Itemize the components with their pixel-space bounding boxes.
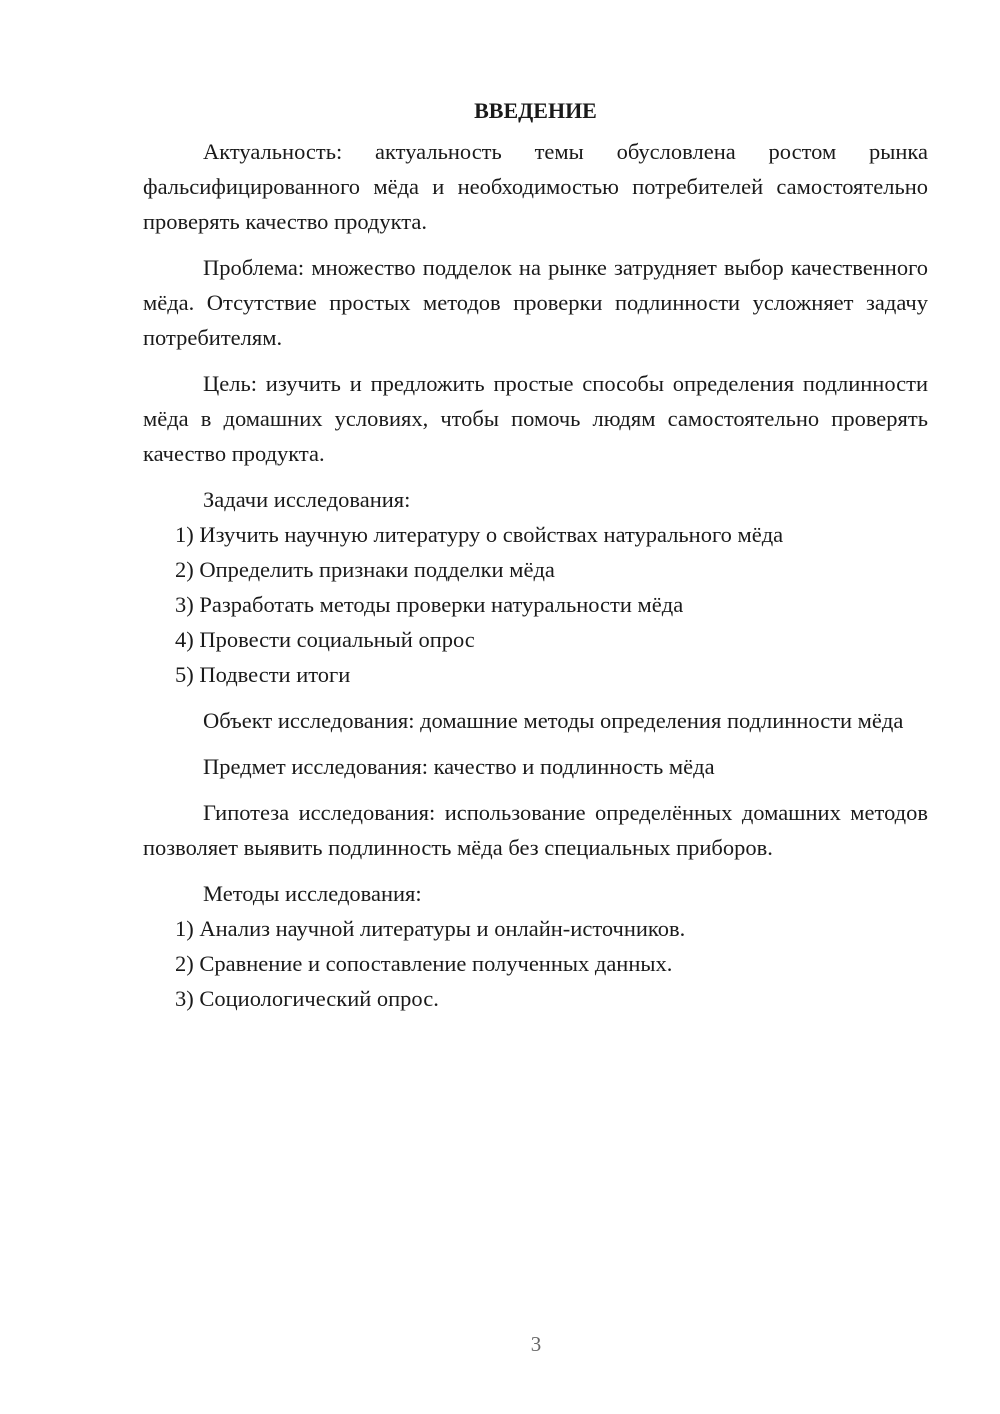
method-item: 1) Анализ научной литературы и онлайн-источников. xyxy=(175,916,686,941)
task-item: 5) Подвести итоги xyxy=(175,662,351,687)
task-item: 3) Разработать методы проверки натуральности мёда xyxy=(175,592,684,617)
task-item: 2) Определить признаки подделки мёда xyxy=(175,557,555,582)
paragraph-object: Объект исследования: домашние методы определения подлинности мёда xyxy=(203,708,904,733)
page-title: ВВЕДЕНИЕ xyxy=(474,98,597,123)
method-item: 2) Сравнение и сопоставление полученных данных. xyxy=(175,951,673,976)
paragraph-relevance: Актуальность: актуальность темы обусловлена ростом рынка фальсифицированного мёда и необходимостью потребителей самостоятельно проверять качество продукта. xyxy=(143,139,928,234)
tasks-heading: Задачи исследования: xyxy=(203,487,411,512)
paragraph-problem: Проблема: множество подделок на рынке затрудняет выбор качественного мёда. Отсутствие простых методов проверки подлинности усложняет задачу потребителям. xyxy=(143,255,928,350)
paragraph-subject: Предмет исследования: качество и подлинность мёда xyxy=(203,754,715,779)
method-item: 3) Социологический опрос. xyxy=(175,986,439,1011)
paragraph-hypothesis: Гипотеза исследования: использование определённых домашних методов позволяет выявить подлинность мёда без специальных приборов. xyxy=(143,800,928,860)
methods-heading: Методы исследования: xyxy=(203,881,422,906)
paragraph-goal: Цель: изучить и предложить простые способы определения подлинности мёда в домашних условиях, чтобы помочь людям самостоятельно проверять качество продукта. xyxy=(143,371,928,466)
page-content xyxy=(143,94,928,1016)
page-number: 3 xyxy=(530,1332,542,1356)
task-item: 4) Провести социальный опрос xyxy=(175,627,475,652)
task-item: 1) Изучить научную литературу о свойствах натурального мёда xyxy=(175,522,784,547)
